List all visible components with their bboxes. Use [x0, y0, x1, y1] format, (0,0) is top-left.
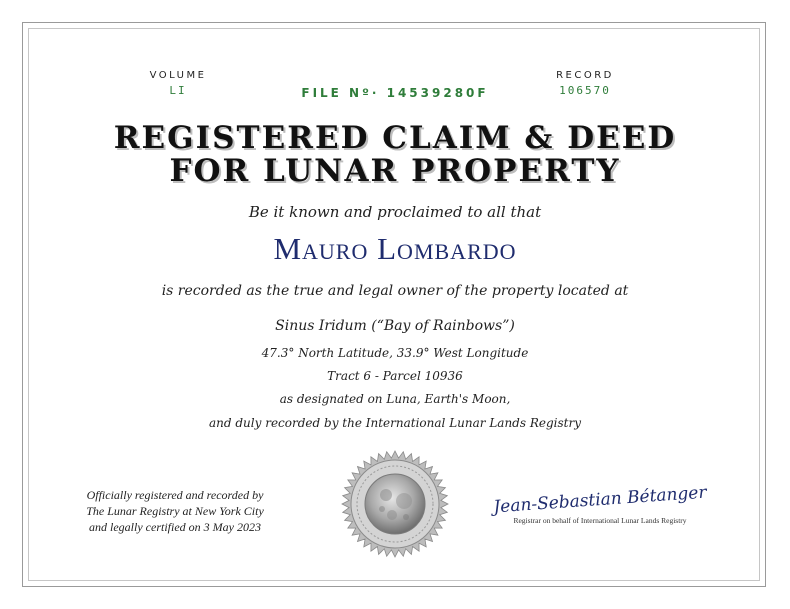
coordinates-text: 47.3° North Latitude, 33.9° West Longitude [261, 346, 529, 360]
designation-text: as designated on Luna, Earth's Moon, [279, 392, 511, 406]
registry-text: and duly recorded by the International Lunar Lands Registry [209, 416, 581, 430]
moon-seal-icon [340, 449, 450, 559]
owner-name: Mauro Lombardo [273, 231, 517, 266]
record-value: 106570 [559, 84, 611, 97]
signature-caption: Registrar on behalf of International Lunar Lands Registry [513, 516, 687, 525]
record-label: RECORD [556, 70, 614, 81]
intro-text: Be it known and proclaimed to all that [248, 203, 542, 221]
registration-note-line-1: Officially registered and recorded by [86, 488, 264, 502]
registration-note-line-2: The Lunar Registry at New York City [86, 504, 264, 518]
title-line-2: FOR LUNAR PROPERTY [169, 153, 621, 189]
registration-note-line-3: and legally certified on 3 May 2023 [89, 520, 261, 534]
registration-note [55, 487, 295, 535]
registrar-signature: Jean-Sebastian Bétanger [492, 482, 708, 518]
title-line-1: REGISTERED CLAIM & DEED [113, 120, 677, 156]
recorded-as-text: is recorded as the true and legal owner of the property located at [161, 283, 629, 299]
volume-label: VOLUME [149, 70, 207, 81]
file-number: FILE Nº· 14539280F [301, 86, 489, 100]
parcel-text: Tract 6 - Parcel 10936 [327, 369, 463, 383]
volume-value: LI [169, 84, 187, 97]
location-text: Sinus Iridum (“Bay of Rainbows”) [275, 318, 515, 334]
